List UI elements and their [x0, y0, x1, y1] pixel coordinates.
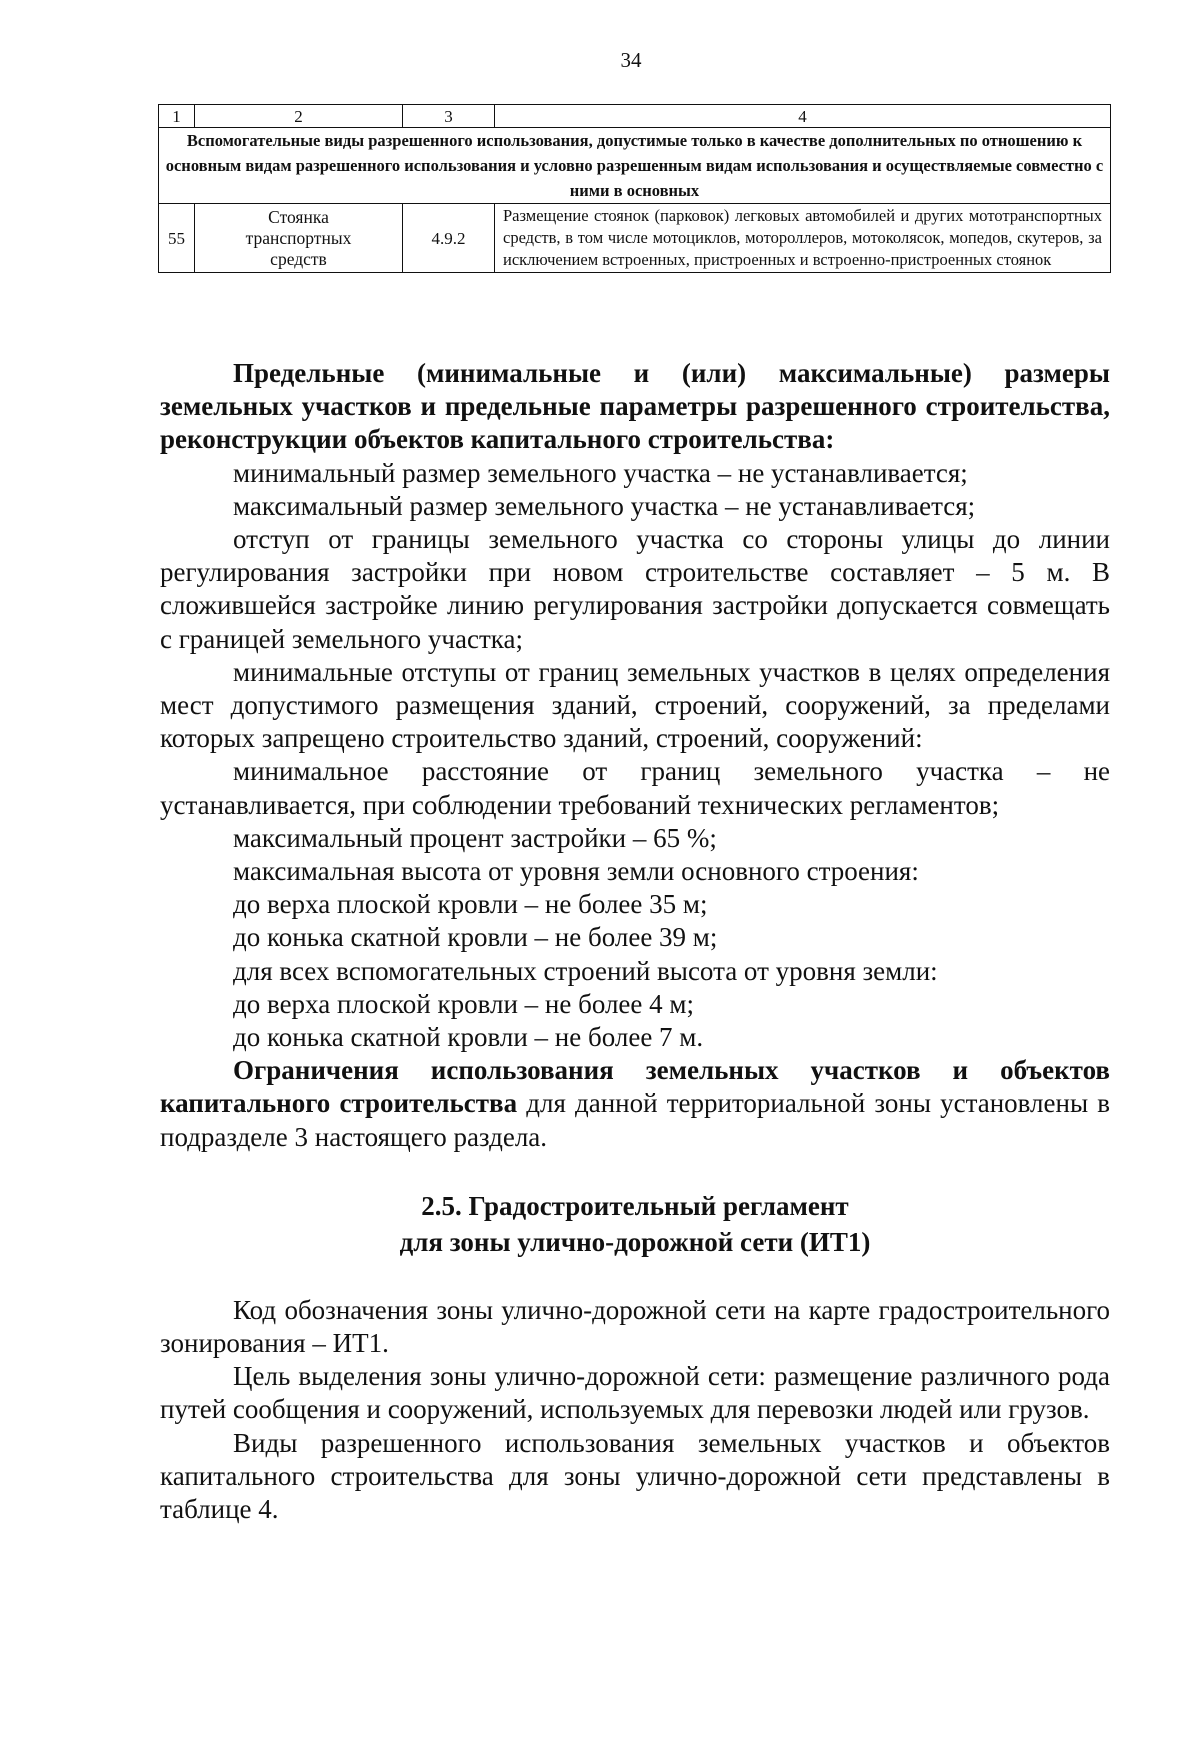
- row-number-cell: 55: [159, 204, 195, 273]
- limit-item: до конька скатной кровли – не более 39 м;: [233, 922, 718, 953]
- limit-item: до верха плоской кровли – не более 4 м;: [233, 988, 694, 1019]
- spacer: [160, 1154, 1110, 1188]
- limit-item: отступ от границы земельного участка со стороны улицы до линии регулирования застройки при новом строительстве составляет – 5 м. В сложившейся застройке линию регулирования застройки допускается совмещать с границей земельного участка;: [160, 524, 1110, 654]
- page-number: 34: [620, 48, 642, 72]
- limit-item: до конька скатной кровли – не более 7 м.: [233, 1022, 704, 1053]
- column-number-1: 1: [159, 105, 195, 128]
- limit-item: для всех вспомогательных строений высота от уровня земли:: [233, 955, 938, 986]
- section-paragraph: Цель выделения зоны улично-дорожной сети: размещение различного рода путей сообщения и сооружений, используемых для перевозки людей или грузов.: [160, 1361, 1110, 1425]
- spacer: [160, 1260, 1110, 1294]
- table-section-row: [159, 128, 1111, 204]
- column-number-4: 4: [495, 105, 1111, 128]
- row-code-cell: 4.9.2: [403, 204, 495, 273]
- limit-item: максимальная высота от уровня земли основного строения:: [233, 856, 919, 887]
- limit-item: минимальное расстояние от границ земельного участка – не устанавливается, при соблюдении требований технических регламентов;: [160, 756, 1110, 820]
- limits-heading: Предельные (минимальные и (или) максимальные) размеры земельных участков и предельные параметры разрешенного строительства, реконструкции объектов капитального строительства:: [160, 358, 1110, 455]
- restrictions-paragraph: [160, 1054, 1110, 1154]
- permitted-use-table: [158, 104, 1111, 273]
- restrictions-bold: Ограничения использования земельных участков и объектов капитального строительства: [160, 1055, 1110, 1119]
- table-header-row: [159, 105, 1111, 128]
- column-number-2: 2: [195, 105, 403, 128]
- limit-item: максимальный размер земельного участка – не устанавливается;: [233, 490, 976, 521]
- column-number-3: 3: [403, 105, 495, 128]
- document-body: [160, 357, 1110, 1526]
- limit-item: до верха плоской кровли – не более 35 м;: [233, 889, 708, 920]
- limit-item: максимальный процент застройки – 65 %;: [233, 822, 717, 853]
- limit-item: минимальные отступы от границ земельных участков в целях определения мест допустимого размещения зданий, строений, сооружений, за пределами которых запрещено строительство зданий, строений, сооружений:: [160, 656, 1110, 754]
- section-paragraph: Код обозначения зоны улично-дорожной сети на карте градостроительного зонирования – ИТ1.: [160, 1294, 1110, 1359]
- section-paragraph: Виды разрешенного использования земельных участков и объектов капитального строительства для зоны улично-дорожной сети представлены в таблице 4.: [160, 1427, 1110, 1525]
- row-name-cell: Стоянка транспортных средств: [195, 204, 403, 273]
- limit-item: минимальный размер земельного участка – не устанавливается;: [233, 457, 968, 488]
- section-title-line-2: для зоны улично-дорожной сети (ИТ1): [399, 1226, 871, 1257]
- section-title-cell: Вспомогательные виды разрешенного использования, допустимые только в качестве дополнительных по отношению к основным видам разрешенного использования и условно разрешенным видам использования и осуществляемые совместно с ними в основных: [159, 128, 1111, 204]
- table-row: [159, 204, 1111, 273]
- row-description-cell: Размещение стоянок (парковок) легковых автомобилей и других мототранспортных средств, в том числе мотоциклов, мотороллеров, мотоколясок, мопедов, скутеров, за исключением встроенных, пристроенных и встроенно-пристроенных стоянок: [495, 204, 1111, 273]
- restrictions-rest: для данной территориальной зоны установлены в подразделе 3 настоящего раздела.: [160, 1088, 1110, 1152]
- section-title-line-1: 2.5. Градостроительный регламент: [421, 1190, 849, 1221]
